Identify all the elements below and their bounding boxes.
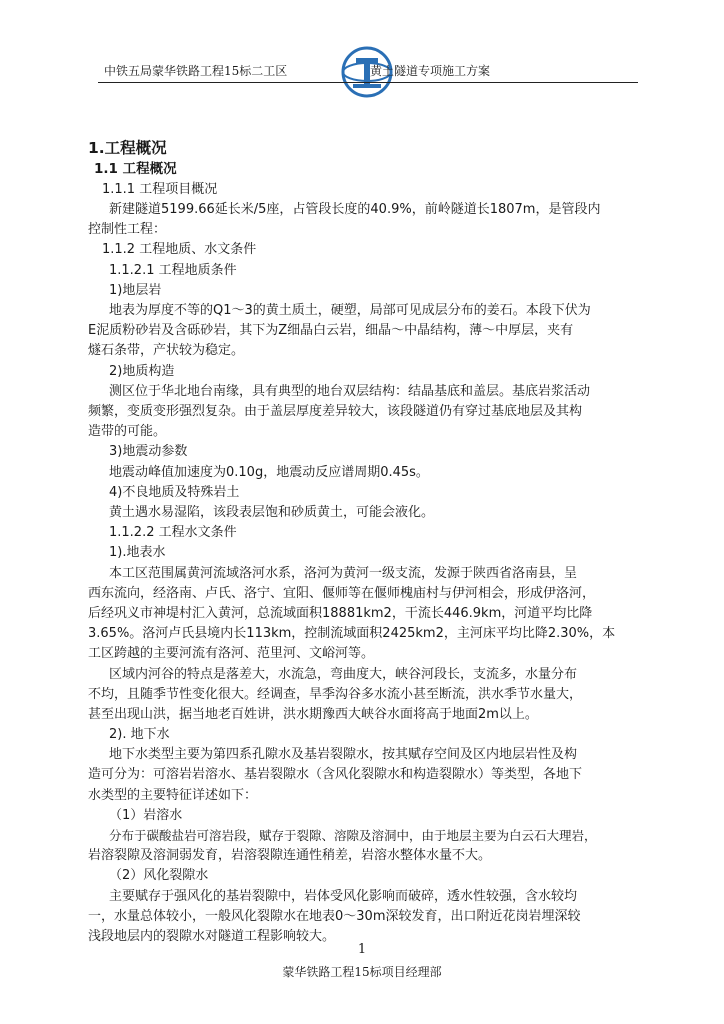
paragraph-line: 测区位于华北地台南缘，具有典型的地台双层结构：结晶基底和盖层。基底岩浆活动 bbox=[109, 384, 591, 399]
paragraph-line: 后经巩义市神堤村汇入黄河，总流域面积18881km2，干流长446.9km，河道平均比降 bbox=[88, 606, 593, 621]
item-title: 3)地震动参数 bbox=[109, 444, 188, 459]
paragraph-line: 本工区范围属黄河流域洛河水系，洛河为黄河一级支流，发源于陕西省洛南县，呈 bbox=[109, 566, 578, 581]
paragraph-line: 控制性工程： bbox=[88, 222, 167, 237]
paragraph-line: 不均，且随季节性变化很大。经调查，旱季沟谷多水流小甚至断流，洪水季节水量大， bbox=[88, 687, 583, 702]
item-title: 2). 地下水 bbox=[109, 727, 170, 742]
subsection-title: 1.1.2.1 工程地质条件 bbox=[109, 263, 237, 278]
paragraph-line: 主要赋存于强风化的基岩裂隙中，岩体受风化影响而破碎，透水性较强，含水较均 bbox=[109, 889, 578, 904]
item-title: （1）岩溶水 bbox=[109, 808, 183, 823]
subsection-heading: 1.1 工程概况 bbox=[94, 161, 177, 177]
paragraph-line: 黄土遇水易湿陷，该段表层饱和砂质黄土，可能会液化。 bbox=[109, 505, 435, 520]
paragraph-line: 甚至出现山洪，据当地老百姓讲，洪水期豫西大峡谷水面将高于地面2m以上。 bbox=[88, 707, 538, 722]
paragraph-line: 一，水量总体较小，一般风化裂隙水在地表0～30m深较发育，出口附近花岗岩埋深较 bbox=[88, 909, 581, 924]
paragraph-line: 分布于碳酸盐岩可溶岩段，赋存于裂隙、溶隙及溶洞中，由于地层主要为白云石大理岩， bbox=[109, 828, 597, 843]
paragraph-line: E泥质粉砂岩及含砾砂岩，其下为Z细晶白云岩，细晶～中晶结构，薄～中厚层，夹有 bbox=[88, 323, 574, 338]
footer-org-text: 蒙华铁路工程15标项目经理部 bbox=[282, 965, 442, 979]
subsection-title: 1.1.1 工程项目概况 bbox=[102, 182, 218, 197]
header-right-text: 黄土隧道专项施工方案 bbox=[370, 64, 491, 78]
paragraph-line: 浅段地层内的裂隙水对隧道工程影响较大。 bbox=[88, 929, 336, 944]
paragraph-line: 地震动峰值加速度为0.10g，地震动反应谱周期0.45s。 bbox=[109, 465, 429, 480]
paragraph-line: 地表为厚度不等的Q1～3的黄土质土，硬塑，局部可见成层分布的姜石。本段下伏为 bbox=[109, 303, 591, 318]
paragraph-line: 地下水类型主要为第四系孔隙水及基岩裂隙水，按其赋存空间及区内地层岩性及构 bbox=[109, 747, 578, 762]
item-title: 1).地表水 bbox=[109, 545, 166, 560]
header-left-text: 中铁五局蒙华铁路工程15标二工区 bbox=[104, 64, 288, 78]
page-number: 1 bbox=[357, 942, 367, 957]
item-title: （2）风化裂隙水 bbox=[109, 868, 209, 883]
header-divider bbox=[98, 82, 638, 83]
paragraph-line: 燧石条带，产状较为稳定。 bbox=[88, 343, 245, 358]
paragraph-line: 工区跨越的主要河流有洛河、范里河、文峪河等。 bbox=[88, 646, 375, 661]
paragraph-line: 水类型的主要特征详述如下： bbox=[88, 788, 258, 803]
paragraph-line: 3.65%。洛河卢氏县境内长113km，控制流域面积2425km2，主河床平均比降2.30%，本 bbox=[88, 626, 616, 641]
paragraph-line: 造带的可能。 bbox=[88, 424, 167, 439]
paragraph-line: 西东流向，经洛南、卢氏、洛宁、宜阳、偃师等在偃师槐庙村与伊河相会，形成伊洛河， bbox=[88, 586, 596, 601]
paragraph-line: 区域内河谷的特点是落差大，水流急，弯曲度大，峡谷河段长，支流多，水量分布 bbox=[109, 667, 578, 682]
subsection-title: 1.1.2 工程地质、水文条件 bbox=[102, 242, 257, 257]
item-title: 4)不良地质及特殊岩土 bbox=[109, 485, 240, 500]
subsection-title: 1.1.2.2 工程水文条件 bbox=[109, 525, 237, 540]
item-title: 1)地层岩 bbox=[109, 283, 162, 298]
paragraph-line: 新建隧道5199.66延长米/5座，占管段长度的40.9%，前岭隧道长1807m，是管段内 bbox=[109, 202, 601, 217]
item-title: 2)地质构造 bbox=[109, 364, 175, 379]
section-heading: 1.工程概况 bbox=[88, 139, 167, 157]
paragraph-line: 频繁，变质变形强烈复杂。由于盖层厚度差异较大，该段隧道仍有穿过基底地层及其构 bbox=[88, 404, 583, 419]
paragraph-line: 造可分为：可溶岩岩溶水、基岩裂隙水（含风化裂隙水和构造裂隙水）等类型，各地下 bbox=[88, 767, 583, 782]
paragraph-line: 岩溶裂隙及溶洞弱发育，岩溶裂隙连通性稍差，岩溶水整体水量不大。 bbox=[88, 848, 492, 863]
